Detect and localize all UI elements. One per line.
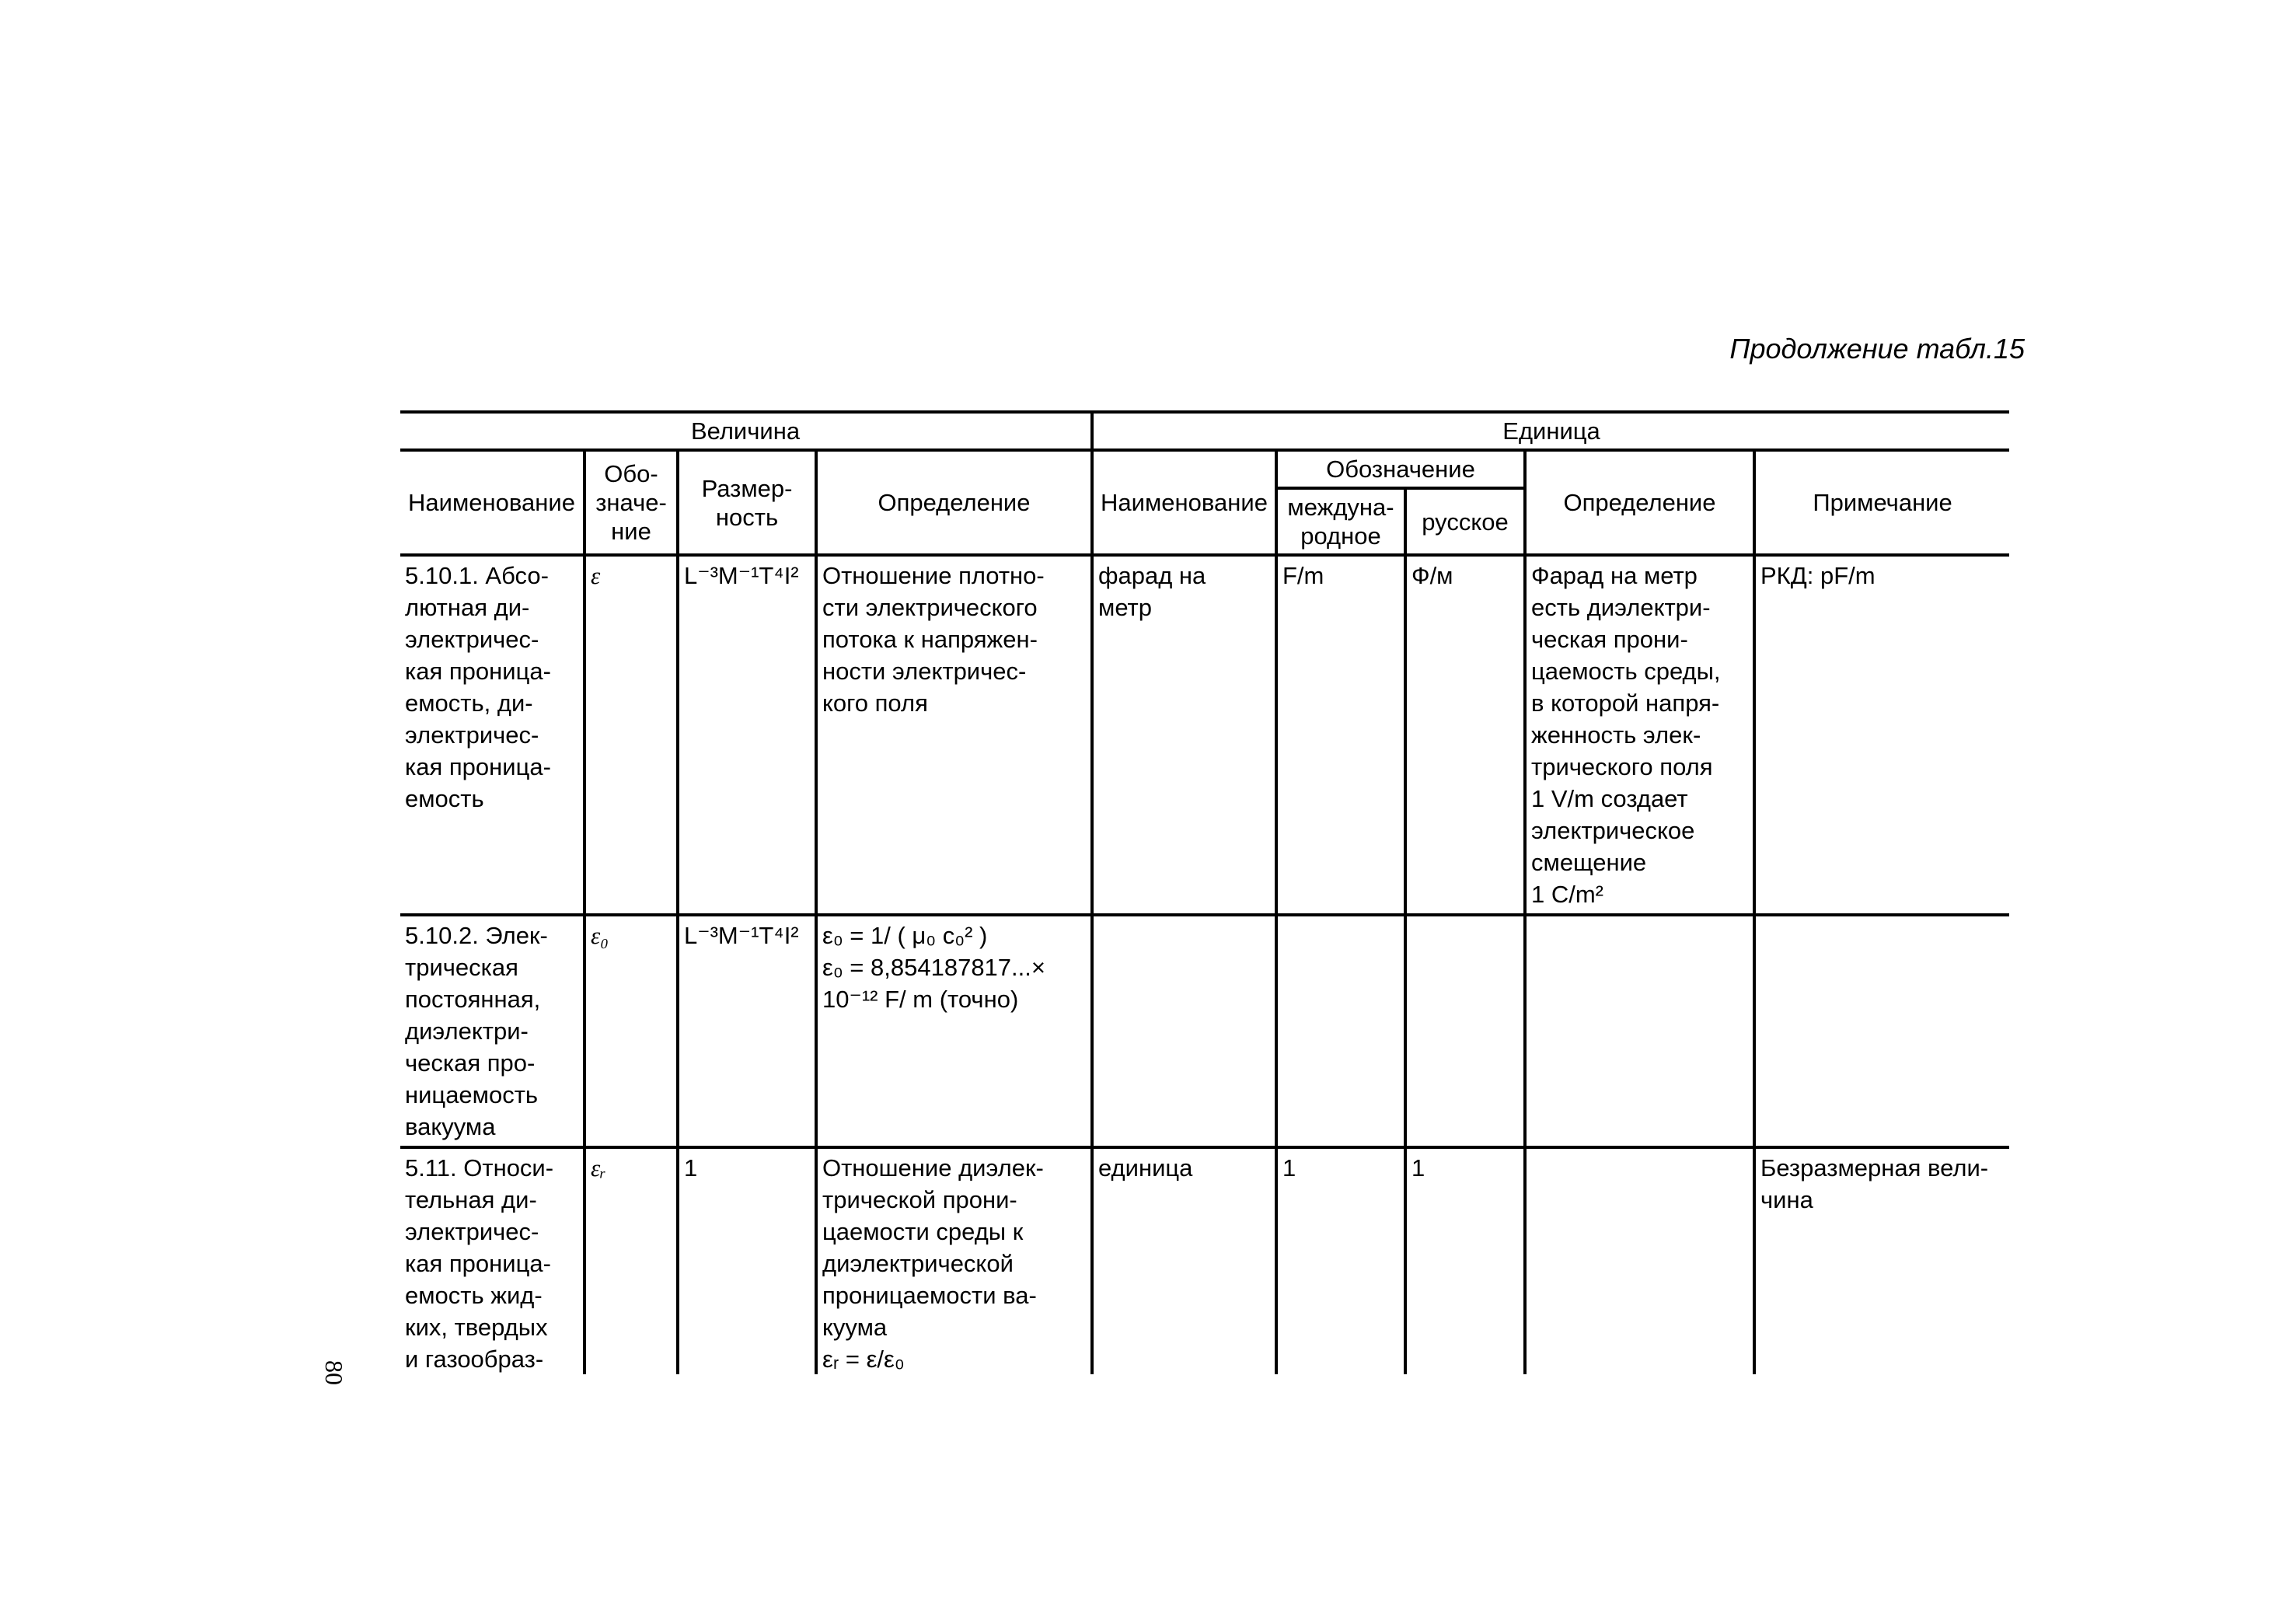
unit-definition [1525,1147,1754,1374]
unit-definition [1525,915,1754,1147]
note [1754,915,2009,1147]
header-note: Примечание [1754,450,2009,555]
table-row [400,915,2009,1147]
unit-symbol-intl [1276,915,1405,1147]
unit-symbol-ru [1405,915,1525,1147]
unit-symbol-ru: 1 [1405,1147,1525,1374]
header-quantity-definition: Определение [816,450,1092,555]
header-unit: Единица [1092,412,2009,450]
quantity-symbol: ε₀ [584,915,678,1147]
quantity-name: 5.10.2. Элек- трическая постоянная, диэлектри- ческая про- ницаемость вакуума [400,915,584,1147]
definition-formula: ε₀ = 1/ ( μ₀ c₀² ) [822,922,988,949]
note: Безразмерная вели- чина [1754,1147,2009,1374]
table-row [400,555,2009,915]
header-quantity-name: Наименование [400,450,584,555]
header-unit-name: Наименование [1092,450,1276,555]
definition-text: Отношение диэлек- трической прони- цаемости среды к диэлектрической проницаемости ва- куума [822,1154,1044,1341]
units-table [400,410,2009,1374]
quantity-dimension: L⁻³M⁻¹T⁴I² [678,555,816,915]
header-unit-symbol-intl: междуна- родное [1276,488,1405,555]
unit-name: единица [1092,1147,1276,1374]
unit-name: фарад на метр [1092,555,1276,915]
header-quantity: Величина [400,412,1092,450]
header-quantity-dimension: Размер- ность [678,450,816,555]
quantity-definition [816,915,1092,1147]
unit-definition: Фарад на метр есть диэлектри- ческая прони- цаемость среды, в которой напря- женность элек- трического поля 1 V/m создает электрическое смещение 1 C/m² [1525,555,1754,915]
quantity-symbol: ε [584,555,678,915]
unit-symbol-intl: F/m [1276,555,1405,915]
definition-formula: εᵣ = ε/ε₀ [822,1346,905,1373]
definition-value: ε₀ = 8,854187817...× 10⁻¹² F/ m (точно) [822,954,1045,1013]
page-number: 80 [320,1360,348,1385]
quantity-definition: Отношение плотно- сти электрического потока к напряжен- ности электричес- кого поля [816,555,1092,915]
quantity-dimension: 1 [678,1147,816,1374]
quantity-symbol: εᵣ [584,1147,678,1374]
table-caption: Продолжение табл.15 [1729,333,2025,365]
header-unit-symbol-ru: русское [1405,488,1525,555]
unit-symbol-intl: 1 [1276,1147,1405,1374]
unit-name [1092,915,1276,1147]
table-container [400,410,2009,1374]
unit-symbol-ru: Ф/м [1405,555,1525,915]
header-quantity-symbol: Обо- значе- ние [584,450,678,555]
header-unit-symbol: Обозначение [1276,450,1525,488]
table-row [400,1147,2009,1374]
quantity-dimension: L⁻³M⁻¹T⁴I² [678,915,816,1147]
quantity-name: 5.10.1. Абсо- лютная ди- электричес- кая проница- емость, ди- электричес- кая проница- емость [400,555,584,915]
note: РКД: pF/m [1754,555,2009,915]
header-unit-definition: Определение [1525,450,1754,555]
quantity-name: 5.11. Относи- тельная ди- электричес- кая проница- емость жид- ких, твердых и газообраз- [400,1147,584,1374]
quantity-definition [816,1147,1092,1374]
